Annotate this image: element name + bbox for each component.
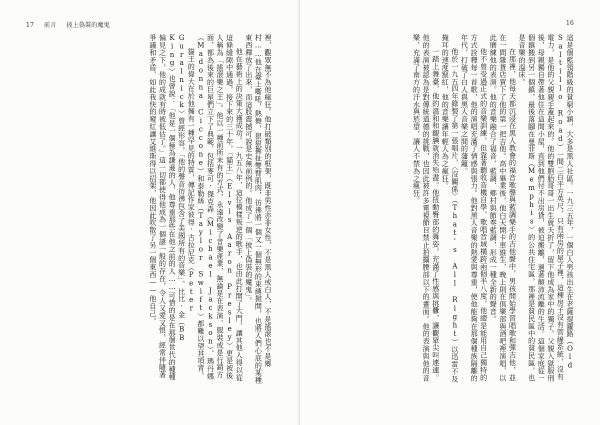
left-running-header xyxy=(26,20,110,29)
paragraph: 他在藝術上的決策大獲成功。一九五八年，這位模樣叛逆的歌手，也由此打開了大門，讓其他人得以從這條縫隙中通過，接下來的三十年，「貓王」（Elvis Aaron Presley）更是被後人稱為「搖滾樂之王」。他以一種前所未有的方式，永遠改變了音樂產業，無論是在表演、服裝或是行銷方面，都為後來的巨星們立下了典範，包括麥可·傑克森（Michael Jackson）、瑪丹娜（Madonna Ciccone）和泰勒絲（Taylor Swift）都難以望其項背。 xyxy=(196,34,244,381)
left-page-number: 17 xyxy=(26,22,35,29)
right-running-header xyxy=(566,20,574,27)
left-chapter-label: 前言 xyxy=(44,22,57,29)
right-body-text xyxy=(328,34,574,385)
left-running-title: 披上偽裝的魔鬼 xyxy=(66,22,110,29)
paragraph: 貓王的偉大在於他擁有一種罕見的特質，傳記作家彼得·古拉尼克（Peter Guralnick）曾經形容，「他的聲音彷彿包含了美國所有的音樂」。比比·金（BB King）也曾說：「他是一個極為謙遜的人，他尊重那些在他之前的人……可惜的是在那個世代的種種偏見之下，他的成就有時被低估了。」這一切都使得他成為一個謎一般的存在，令人又愛又恨，經常伴隨著爭議和矛盾，如此我快的窺紅讓艾維斯得以招架，他因此吹散了另一個東西——他自己。 xyxy=(148,34,196,381)
paragraph: 這是個藍領階級的貧窮小鎮，大多是黑人社區。一九三五年，一個白人男孩出生在老薩提蘿路（Old Saltillo Road）一間二百平方英尺，只有兩房的屋子裡，這棟房子沒有管線系統，沒有電力，是他的父親親手蓋起來的。他的雙胞胎哥哥一出生就夭折了，留下他成為家中的獨子。父親入獄服刑後，母親獨自帶著他住在這間小屋，直到他們付不出房貸，被迫搬離，過著顛沛流離的生活。這個家庭從一個鎮搬到另一個鎮，最後落腳在曼菲斯（Memphis）的公共住宅區，那裡是貧民區中的貧民區，也是音樂的溫床。 xyxy=(518,34,574,382)
paragraph: 裡，觀眾無不為他瘋狂。他打破類別的框架，既非男性亦非女性，不是黑人或白人，不是搖滾也不是鄉村……他在臺上嘶吼，熱舞，狠狠撕扯雙臂肌肉，彷彿將一個又一個無形的束縛拋開，也將人們心底的某種東西釋放了出來，而這股震撼可說是史無前例的。他成了一個「披上偽裝的魔鬼」。 xyxy=(244,34,272,384)
right-page xyxy=(300,0,600,425)
right-page-number: 16 xyxy=(565,20,574,27)
paragraph: 一踏上舞臺，他的溫和和靦腆就消失殆盡。他扭動臀部的舞姿，充滿了性感與挑釁，讓觀眾尖叫連連。他的表演被認為是對傳統道德的挑戰，也因此被許多電視節目禁止拍攝腰部以下的畫面。他的表演與他的音樂，充滿了南方的汗水與慾望，讓人不禁為之瘋狂。 xyxy=(412,34,440,382)
paragraph: 在那裡，他每天都沉浸在黑人教會的福音歌聲與藍調樂手的吉他聲中，男孩開始學習唱歌和彈吉他，並在一間雜貨店買下了他的第一把吉他。高中畢業後，他白天開卡車維生，晚上則在俱樂部與酒吧裡演唱，以此磨練他的表演。他的音樂融合了福音、藍調、鄉村與節奏藍調，形成一種全新的聲音。 xyxy=(489,34,517,382)
paragraph: 他不曾受過正式的音樂訓練，但靠著聽收音機自學，歌唱音域橫跨兩個半八度，他總是能用自己獨特的方式詮釋每一首歌，他的演唱充滿了情感與張力。他對黑人音樂的熱愛與尊重，使他能夠在那個種族隔離的年代，打破了白人與黑人音樂之間的藩籬。 xyxy=(460,34,488,382)
paragraph: 他於一九五四年錄製了第一張唱片，〈沒關係〉（That's All Right）以迅雷不及掩耳的速度竄紅，他的音樂讓年輕人為之瘋狂。 xyxy=(441,34,459,383)
left-body-text xyxy=(28,34,272,385)
